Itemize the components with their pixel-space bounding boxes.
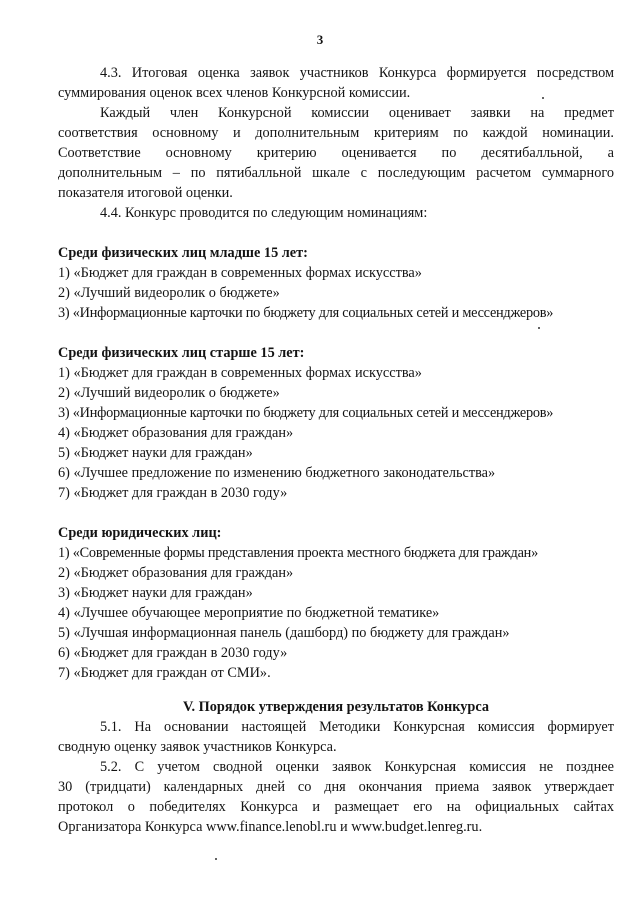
list-item: 1) «Бюджет для граждан в современных формах искусства» [58, 365, 422, 381]
list-item: 2) «Лучший видеоролик о бюджете» [58, 285, 280, 301]
list-item: 6) «Бюджет для граждан в 2030 году» [58, 645, 288, 661]
text-line: показателя итоговой оценки. [58, 185, 233, 201]
scan-speck [215, 858, 217, 860]
list-item: 3) «Бюджет науки для граждан» [58, 585, 253, 601]
list-item: 4) «Бюджет образования для граждан» [58, 425, 294, 441]
paragraph-5-1 [58, 717, 614, 757]
text-line: соответствия основному и дополнительным критериям по каждой номинации. [58, 125, 614, 141]
document-body [58, 63, 614, 837]
list-item: 7) «Бюджет для граждан от СМИ». [58, 665, 271, 681]
page-number: 3 [316, 32, 324, 47]
group-heading: Среди юридических лиц: [58, 525, 222, 541]
text-line: 4.3. Итоговая оценка заявок участников Конкурса формируется посредством [100, 65, 614, 81]
list-item: 3) «Информационные карточки по бюджету для социальных сетей и мессенджеров» [58, 305, 554, 321]
section-5-title: V. Порядок утверждения результатов Конкурса [182, 699, 489, 715]
list-item: 2) «Лучший видеоролик о бюджете» [58, 385, 280, 401]
list-item: 5) «Бюджет науки для граждан» [58, 445, 253, 461]
paragraph-4-4: 4.4. Конкурс проводится по следующим номинациям: [100, 205, 428, 221]
text-line: дополнительным – по пятибалльной шкале с последующим расчетом суммарного [58, 165, 614, 181]
list-item: 6) «Лучшее предложение по изменению бюджетного законодательства» [58, 465, 496, 481]
group-heading: Среди физических лиц старше 15 лет: [58, 345, 305, 361]
nomination-group-legal-entities [58, 523, 614, 683]
list-item: 1) «Бюджет для граждан в современных формах искусства» [58, 265, 422, 281]
list-item: 4) «Лучшее обучающее мероприятие по бюджетной тематике» [58, 605, 440, 621]
list-item: 1) «Современные формы представления проекта местного бюджета для граждан» [58, 545, 538, 561]
list-item: 5) «Лучшая информационная панель (дашборд) по бюджету для граждан» [58, 625, 510, 641]
text-line: 30 (тридцати) календарных дней со дня окончания приема заявок утверждает [58, 779, 614, 795]
paragraph-commission-member [58, 103, 614, 203]
paragraph-4-3 [58, 63, 614, 103]
nomination-group-over-15 [58, 343, 614, 503]
list-item: 2) «Бюджет образования для граждан» [58, 565, 294, 581]
text-line: 5.1. На основании настоящей Методики Конкурсная комиссия формирует [100, 719, 614, 735]
text-line: Соответствие основному критерию оценивается по десятибалльной, а [58, 145, 614, 161]
text-line: Каждый член Конкурсной комиссии оценивает заявки на предмет [100, 105, 614, 121]
text-line: 5.2. С учетом сводной оценки заявок Конкурсная комиссия не позднее [100, 759, 614, 775]
group-heading: Среди физических лиц младше 15 лет: [58, 245, 308, 261]
text-line: протокол о победителях Конкурса и размещает его на официальных сайтах [58, 799, 614, 815]
list-item: 3) «Информационные карточки по бюджету для социальных сетей и мессенджеров» [58, 405, 554, 421]
nomination-group-under-15 [58, 243, 614, 323]
paragraph-5-2 [58, 757, 614, 837]
text-line: сводную оценку заявок участников Конкурса. [58, 739, 337, 755]
scan-speck [538, 327, 540, 329]
text-line: суммирования оценок всех членов Конкурсной комиссии. [58, 85, 411, 101]
list-item: 7) «Бюджет для граждан в 2030 году» [58, 485, 288, 501]
scan-speck [542, 97, 544, 99]
text-line: Организатора Конкурса www.finance.lenobl.ru и www.budget.lenreg.ru. [58, 819, 483, 835]
